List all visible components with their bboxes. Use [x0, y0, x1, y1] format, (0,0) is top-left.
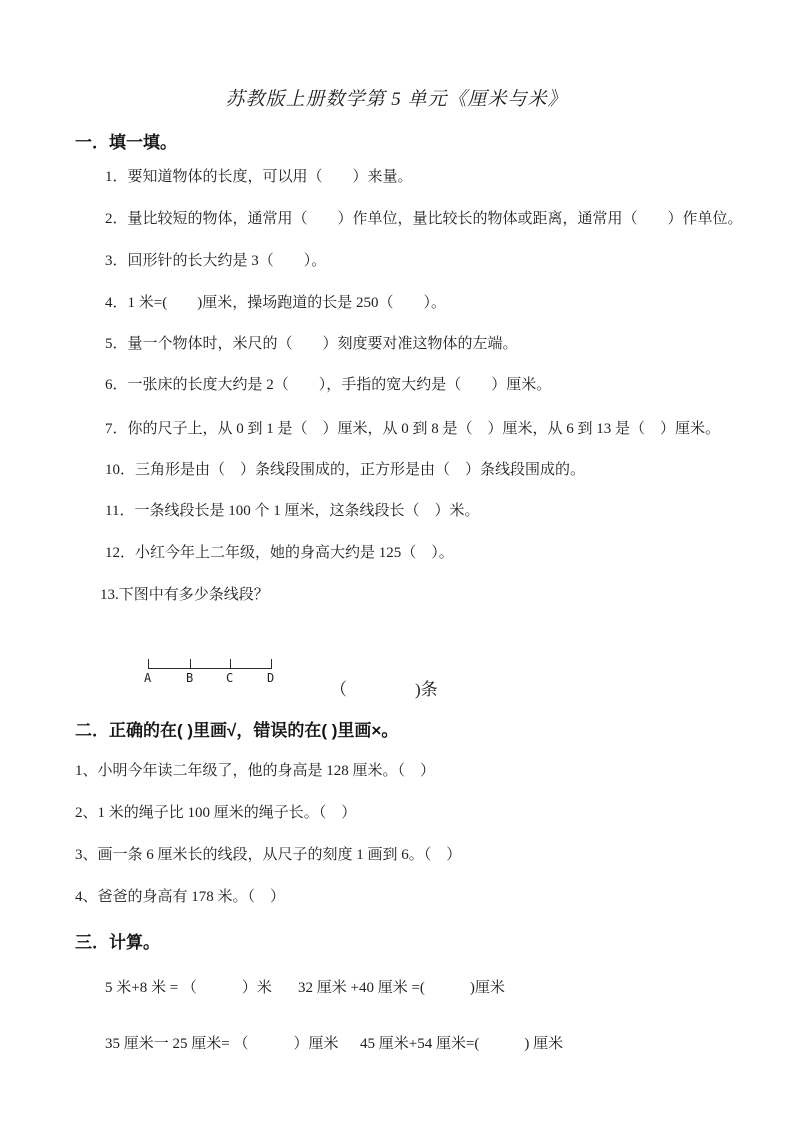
tick-mark-d — [271, 659, 272, 669]
fill-item-12: 12．小红今年上二年级，她的身高大约是 125（ ）。 — [105, 545, 454, 561]
fill-item-3: 3．回形针的长大约是 3（ ）。 — [105, 253, 327, 269]
section-judge-heading: 二．正确的在( )里画√，错误的在( )里画×。 — [75, 721, 399, 740]
fill-item-1: 1．要知道物体的长度，可以用（ ）来量。 — [105, 169, 413, 185]
section-calc-heading: 三．计算。 — [75, 933, 160, 952]
calc-row1-left: 5 米+8 米 = （ ）米 — [105, 980, 272, 996]
judge-item-1: 1、小明今年读二年级了，他的身高是 128 厘米。（ ） — [75, 763, 436, 779]
tick-mark-c — [230, 659, 231, 669]
calc-row2-right: 45 厘米+54 厘米=( ) 厘米 — [360, 1036, 564, 1052]
segment-line — [148, 668, 272, 669]
section-fill-heading: 一．填一填。 — [75, 133, 177, 152]
tick-mark-b — [190, 659, 191, 669]
point-label-d: D — [267, 671, 275, 685]
tick-mark-a — [148, 659, 149, 669]
fill-item-4: 4．1 米=( )厘米，操场跑道的长是 250（ ）。 — [105, 295, 446, 311]
fill-item-5: 5．量一个物体时，米尺的（ ）刻度要对准这物体的左端。 — [105, 336, 518, 352]
point-label-b: B — [186, 671, 194, 685]
segment-figure — [144, 655, 275, 700]
fill-item-7: 7．你的尺子上，从 0 到 1 是（ ）厘米，从 0 到 8 是（ ）厘米，从 6 到 13 是（ ）厘米。 — [105, 421, 721, 437]
fill-item-6: 6．一张床的长度大约是 2（ ），手指的宽大约是（ ）厘米。 — [105, 377, 552, 393]
point-label-a: A — [144, 671, 152, 685]
calc-row1-right: 32 厘米 +40 厘米 =( )厘米 — [298, 980, 505, 996]
page-title: 苏教版上册数学第 5 单元《厘米与米》 — [225, 89, 568, 110]
calc-row2-left: 35 厘米一 25 厘米= （ ）厘米 — [105, 1036, 339, 1052]
fill-item-2: 2．量比较短的物体，通常用（ ）作单位，量比较长的物体或距离，通常用（ ）作单位。 — [105, 211, 743, 227]
fill-item-13: 13.下图中有多少条线段？ — [100, 587, 269, 603]
judge-item-2: 2、1 米的绳子比 100 厘米的绳子长。（ ） — [75, 805, 357, 821]
fill-item-11: 11．一条线段长是 100 个 1 厘米，这条线段长（ ）米。 — [105, 503, 480, 519]
fill-item-10: 10．三角形是由（ ）条线段围成的，正方形是由（ ）条线段围成的。 — [105, 462, 586, 478]
segment-count-answer: （ )条 — [330, 680, 438, 699]
judge-item-3: 3、画一条 6 厘米长的线段，从尺子的刻度 1 画到 6。（ ） — [75, 847, 462, 863]
point-label-c: C — [226, 671, 234, 685]
judge-item-4: 4、爸爸的身高有 178 米。（ ） — [75, 889, 286, 905]
